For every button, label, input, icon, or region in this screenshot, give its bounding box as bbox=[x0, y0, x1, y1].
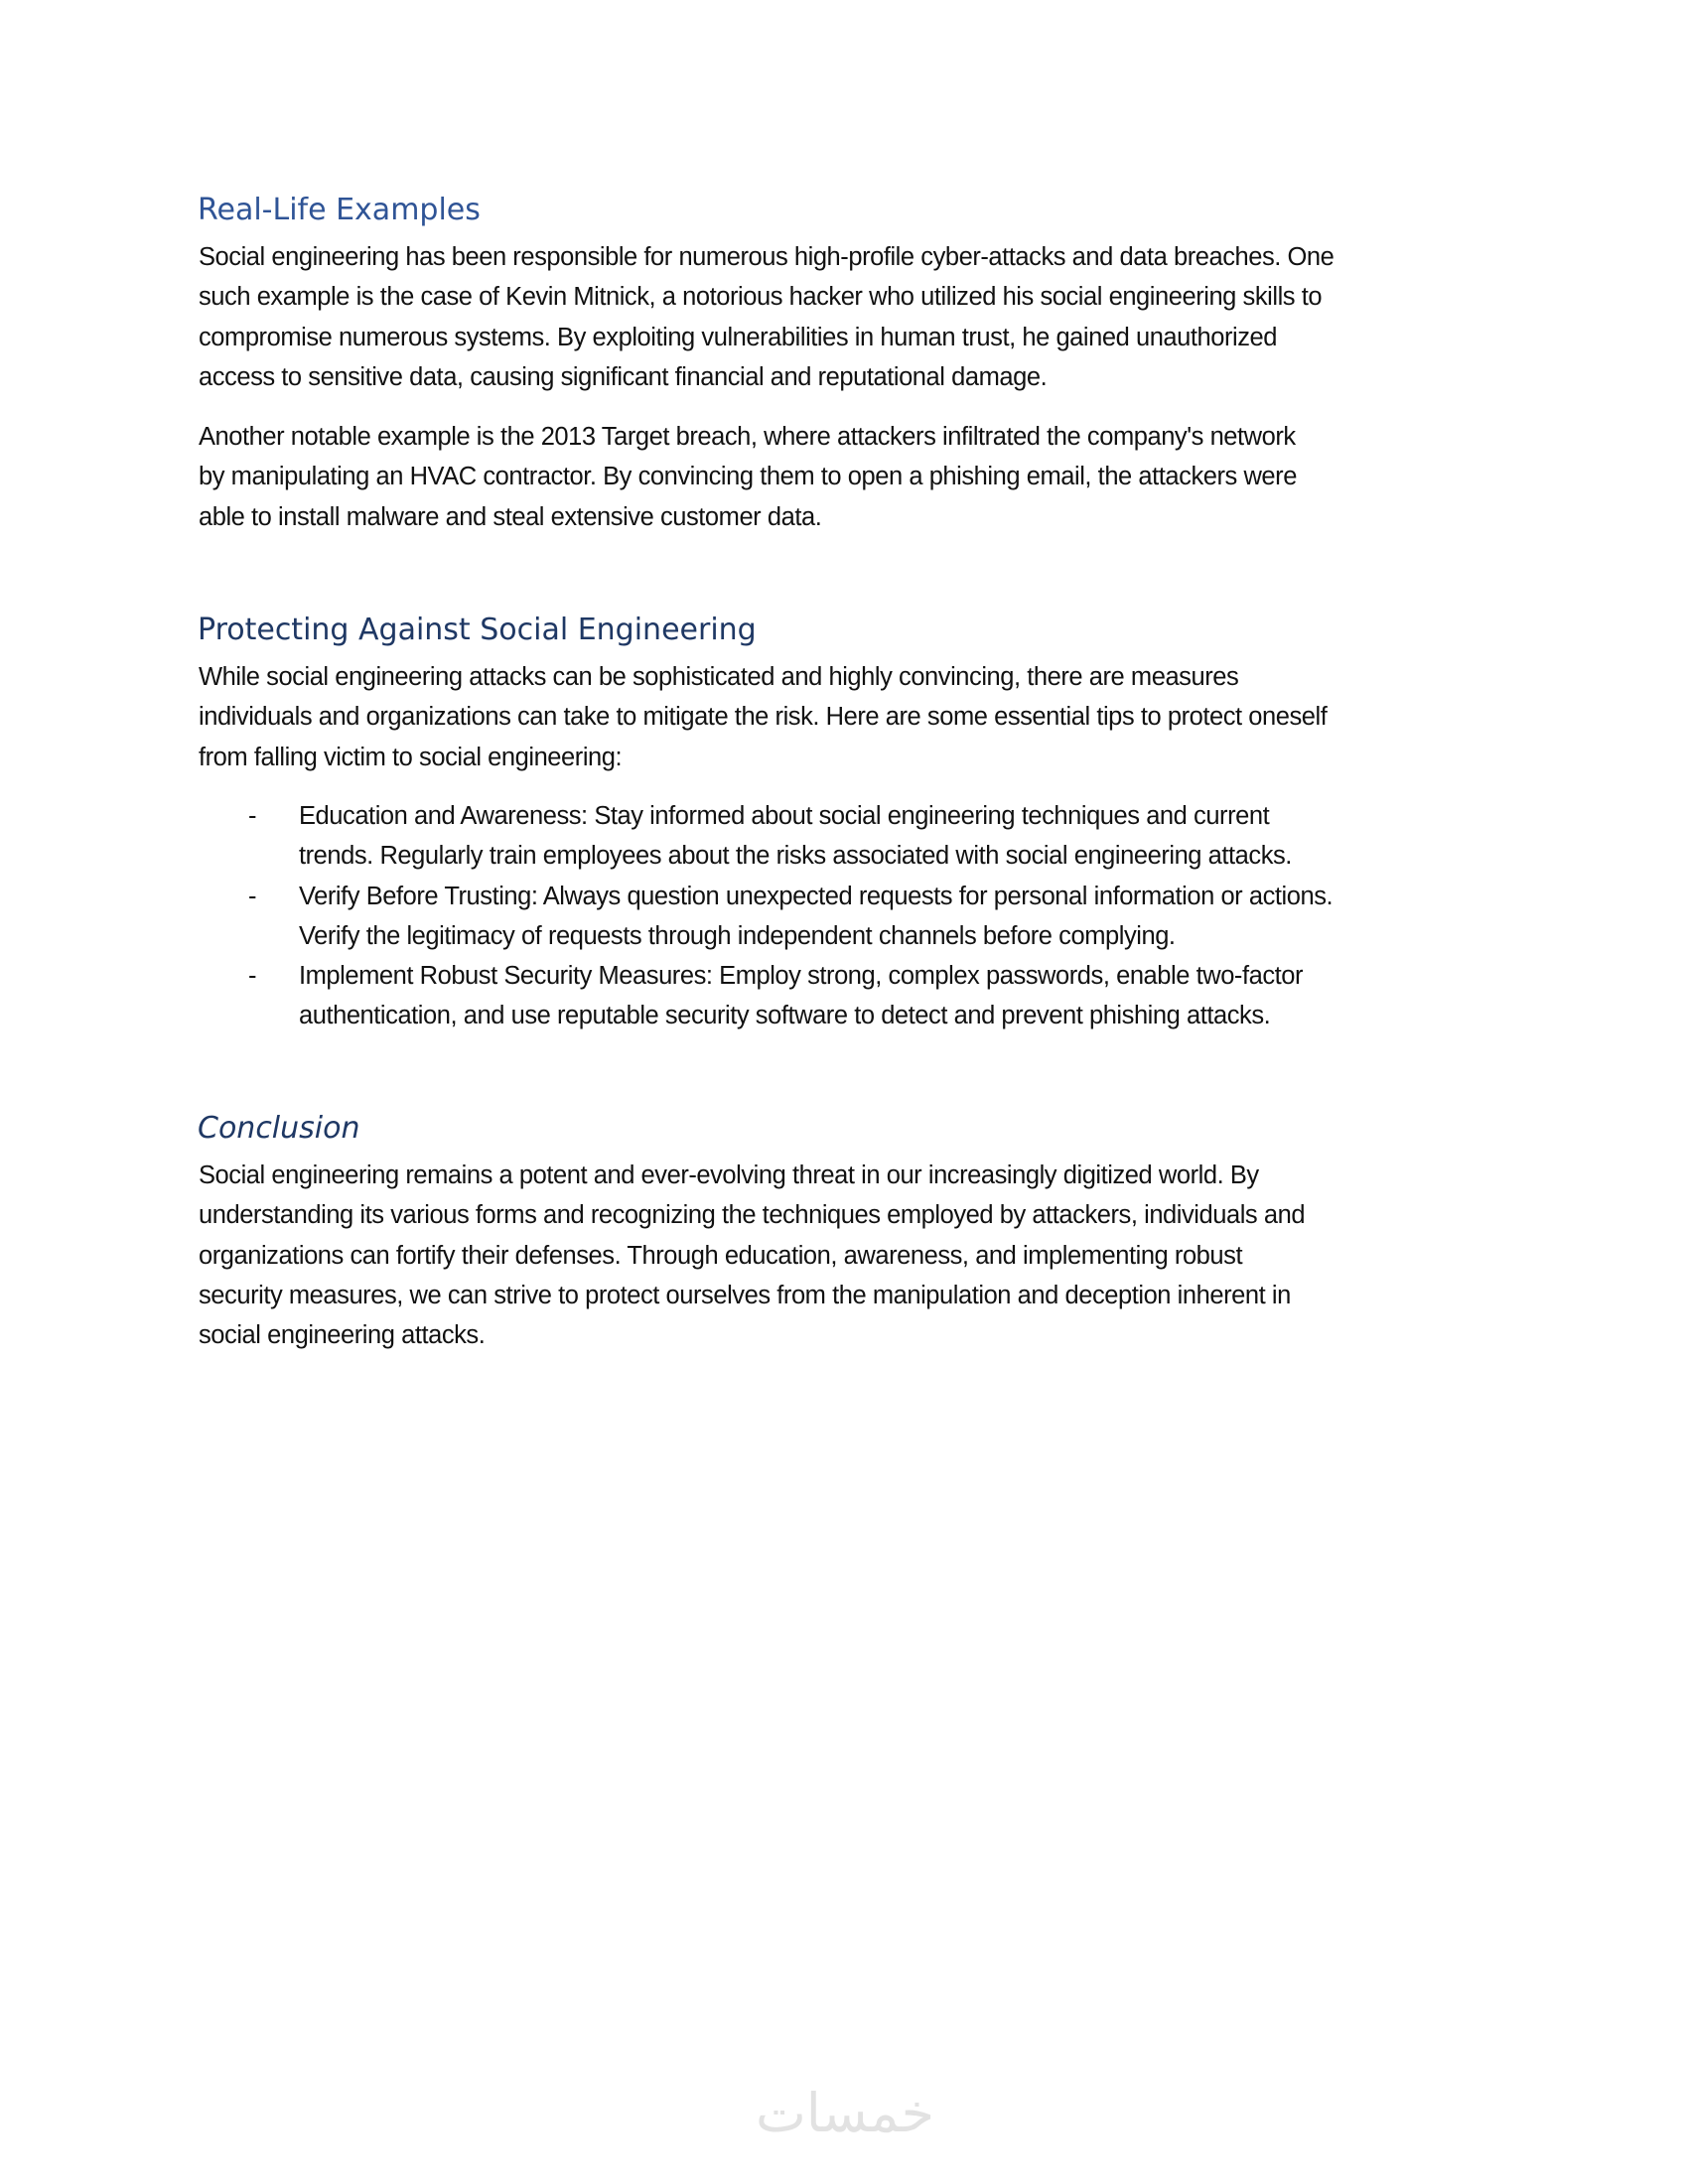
text-line: from falling victim to social engineering: bbox=[199, 743, 623, 771]
text-line: security measures, we can strive to protect ourselves from the manipulation and deception inherent in bbox=[199, 1281, 1291, 1309]
paragraph-mitnick bbox=[199, 237, 1334, 397]
text-line: such example is the case of Kevin Mitnick, a notorious hacker who utilized his social engineering skills to bbox=[199, 283, 1323, 312]
text-line: Implement Robust Security Measures: Employ strong, complex passwords, enable two-factor bbox=[299, 962, 1304, 991]
text-line: Social engineering has been responsible for numerous high-profile cyber-attacks and data breaches. One bbox=[199, 243, 1335, 271]
text-line: Education and Awareness: Stay informed about social engineering techniques and current bbox=[299, 802, 1270, 830]
paragraph-target-breach bbox=[199, 417, 1297, 537]
text-line: able to install malware and steal extensive customer data. bbox=[199, 502, 822, 531]
text-line: organizations can fortify their defenses. Through education, awareness, and implementing robust bbox=[199, 1241, 1243, 1270]
tips-list bbox=[199, 796, 1333, 1036]
watermark-logo: خمسات bbox=[755, 2082, 935, 2144]
text-line: by manipulating an HVAC contractor. By convincing them to open a phishing email, the attackers were bbox=[199, 463, 1297, 491]
paragraph-conclusion bbox=[199, 1156, 1305, 1355]
text-line: compromise numerous systems. By exploiting vulnerabilities in human trust, he gained unauthorized bbox=[199, 323, 1278, 351]
text-line: Another notable example is the 2013 Target breach, where attackers infiltrated the company's network bbox=[199, 423, 1296, 451]
text-line: Verify Before Trusting: Always question unexpected requests for personal information or actions. bbox=[299, 882, 1334, 910]
list-item-education bbox=[199, 796, 1333, 877]
dash-bullet-icon: - bbox=[248, 882, 257, 910]
text-line: social engineering attacks. bbox=[199, 1321, 486, 1350]
dash-bullet-icon: - bbox=[248, 802, 257, 830]
text-line: While social engineering attacks can be sophisticated and highly convincing, there are measures bbox=[199, 663, 1239, 691]
dash-bullet-icon: - bbox=[248, 962, 257, 991]
text-line: access to sensitive data, causing significant financial and reputational damage. bbox=[199, 362, 1048, 391]
text-line: Verify the legitimacy of requests through independent channels before complying. bbox=[299, 921, 1176, 950]
heading-protecting: Protecting Against Social Engineering bbox=[198, 613, 757, 647]
text-line: individuals and organizations can take to mitigate the risk. Here are some essential tips to protect oneself bbox=[199, 703, 1328, 732]
text-line: Social engineering remains a potent and ever-evolving threat in our increasingly digitized world. By bbox=[199, 1161, 1259, 1189]
text-line: understanding its various forms and recognizing the techniques employed by attackers, individuals and bbox=[199, 1201, 1306, 1230]
heading-conclusion: Conclusion bbox=[198, 1111, 360, 1146]
list-item-verify bbox=[199, 877, 1333, 957]
heading-real-life-examples: Real-Life Examples bbox=[198, 193, 481, 227]
text-line: trends. Regularly train employees about the risks associated with social engineering attacks. bbox=[299, 842, 1292, 871]
paragraph-protecting-intro bbox=[199, 657, 1327, 777]
list-item-security-measures bbox=[199, 956, 1333, 1036]
text-line: authentication, and use reputable security software to detect and prevent phishing attacks. bbox=[299, 1002, 1271, 1030]
